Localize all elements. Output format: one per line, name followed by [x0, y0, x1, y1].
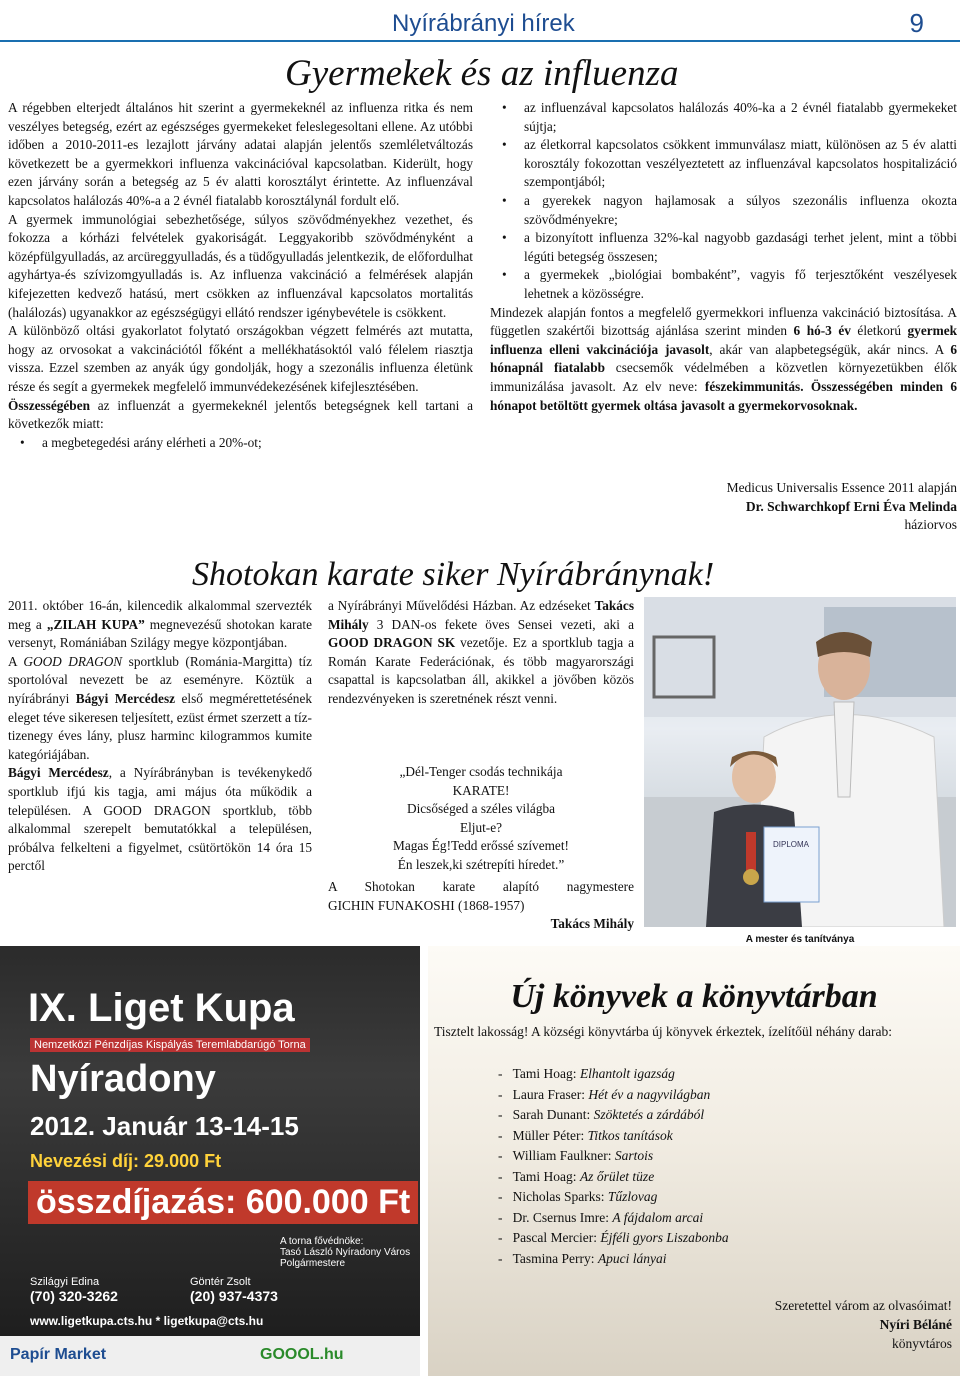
library-signature: [775, 1296, 952, 1353]
list-item: • a bizonyított influenza 32%-kal nagyobb gazdasági terhet jelent, mint a többi légúti betegség összesen;: [490, 229, 957, 266]
bold-text: Takács Mihály: [328, 598, 634, 632]
list-item: - William Faulkner: Sartois: [498, 1148, 654, 1163]
poem-line: „Dél-Tenger csodás technikája: [399, 764, 563, 779]
list-item: - Tasmina Perry: Apuci lányai: [498, 1250, 667, 1266]
poem-line: KARATE!: [452, 782, 510, 798]
book-author: Tami Hoag: [512, 1066, 573, 1081]
paragraph: A régebben elterjedt általános hit szerint a gyermekeknél az influenza ritka és nem veszélyes betegség, ezért az egészséges gyermekeket feleslegesoltani ellene. Az utóbbi időben a 2010-2011-es lezajlott járvány adatai alapján jelentős szemléletváltozás következett be a gyermekkori influenza vakcinációval kapcsolatban. Kiderült, hogy ezen járvány során a betegség az 5 év alatti korosztályt érintette. Az influenzával kapcsolatos halálozás 40%-a a 2 évnél fiatalabb korosztálynál fordult elő.: [8, 100, 473, 208]
poster-web: www.ligetkupa.cts.hu * ligetkupa@cts.hu: [30, 1314, 264, 1328]
text: életkorú: [850, 323, 908, 339]
list-item: - Laura Fraser: Hét év a nagyvilágban: [498, 1086, 711, 1102]
book-author: Tasmina Perry: [512, 1250, 591, 1266]
bold-text: 6 hó-3 év: [793, 323, 851, 339]
sponsor-logo: Papír Market: [10, 1346, 107, 1363]
list-item: • az influenzával kapcsolatos halálozás 40%-ka a 2 évnél fiatalabb gyermekeket sújtja;: [490, 99, 957, 136]
attribution-line: GICHIN FUNAKOSHI (1868-1957): [328, 897, 525, 913]
list-item: • a gyerekek nagyon hajlamosak a súlyos szezonális influenza okozta szövődményekre;: [490, 192, 957, 229]
book-title: Éjféli gyors Liszabonba: [600, 1230, 729, 1245]
bold-text: Összességében minden 6 hónapot betöltött gyermek oltása javasolt a gyermekorvosoknak.: [490, 378, 957, 413]
contact-name: Göntér Zsolt: [190, 1276, 251, 1288]
text: 2011. október 16-án, kilencedik alkalommal szervezték meg a: [8, 598, 312, 632]
article-karate-column-2: [328, 597, 634, 709]
poem-line: Én leszek,ki szétrepíti híredet.”: [397, 856, 565, 872]
list-item: - Sarah Dunant: Szöktetés a zárdából: [498, 1107, 705, 1122]
book-author: Nicholas Sparks: [512, 1189, 601, 1204]
list-item: • a megbetegedési arány elérheti a 20%-ot;: [8, 434, 473, 453]
signer-role: könyvtáros: [892, 1336, 952, 1351]
text: első megmérettetésének eleget téve sikeresen teljesített, ezüst érmet szerzett a tíz-tizenegy éves lány, plusz harminc kilogrammos kumite kategóriájában.: [8, 690, 313, 762]
summary-bold: Összességében: [8, 397, 90, 413]
text: , akár van alapbetegségük, akár nincs. A: [709, 341, 951, 357]
list-item: - Pascal Mercier: Éjféli gyors Liszabonba: [498, 1230, 729, 1245]
poster-date: 2012. Január 13-14-15: [30, 1111, 299, 1141]
book-author: Müller Péter: [512, 1127, 581, 1143]
article-influenza-right-column: [490, 99, 957, 415]
attribution-line: A Shotokan karate alapító nagymestere: [328, 879, 634, 894]
book-title: Sartois: [614, 1148, 654, 1163]
article-karate-column-1: [8, 597, 312, 876]
book-title: Szöktetés a zárdából: [593, 1107, 705, 1122]
italic-text: GOOD DRAGON: [23, 653, 123, 669]
text: A: [8, 653, 24, 669]
page-header: [0, 0, 960, 42]
paragraph: A gyermek immunológiai sebezhetősége, súlyos szövődményekhez vezethet, és fokozza a kórházi felvételek gyakoriságát. Leggyakoribb szövődményként a középfülgyulladás, az arcüreggyulladás, és a tüdőgyulladás jelentkezik, de előfordulhat agyhártya-és szívizomgyulladás is. Az influenza vakcináció a felmérések alapján kifejezetten kedvező hatású, mert csökken az influenzával kapcsolatos mortalitás (halálozás) ugyanakkor az egészségügyi ellátó rendszer igénybevétele is csökkent.: [8, 211, 473, 320]
library-intro: Tisztelt lakosság! A községi könyvtárba új könyvek érkeztek, ízelítőül néhány darab:: [434, 1024, 893, 1039]
bold-text: Bágyi Mercédesz: [75, 690, 176, 706]
poster-subtitle: Nemzetközi Pénzdíjas Kispályás Teremlabdarúgó Torna: [30, 1038, 310, 1052]
text: csecsemők védelmében a közvetlen környezetükben élők immunizálása javasolt. Az elv neve:: [490, 360, 957, 394]
article-influenza-left-column: [8, 99, 473, 452]
author-role: háziorvos: [904, 517, 957, 533]
contact-phone: (20) 937-4373: [190, 1288, 278, 1304]
list-item: - Dr. Csernus Imre: A fájdalom arcai: [498, 1209, 704, 1225]
paragraph: [8, 653, 312, 765]
list-item: • a gyermekek „biológiai bombaként”, vagyis fő terjesztőként veszélyesek lehetnek a közösségre.: [490, 266, 957, 303]
book-author: Laura Fraser: [512, 1086, 582, 1102]
article-influenza-signature: [600, 479, 957, 535]
photo-illustration: [644, 597, 956, 927]
bullet-list: [8, 434, 473, 453]
list-item: - Nicholas Sparks: Tűzlovag: [498, 1189, 658, 1204]
book-author: Sarah Dunant: [512, 1107, 587, 1122]
poster-patron: [280, 1236, 420, 1269]
paragraph: [8, 764, 312, 876]
closing-line: Szeretettel várom az olvasóimat!: [774, 1298, 952, 1313]
text: megnevezésű shotokan karate versenyt, Romániában Szilágy megye központjában.: [8, 616, 312, 651]
book-title: Tűzlovag: [607, 1189, 658, 1204]
book-title: Titkos tanítások: [587, 1127, 673, 1143]
book-list: [498, 1064, 729, 1269]
book-author: Tami Hoag: [512, 1168, 573, 1184]
contact-phone: (70) 320-3262: [30, 1288, 118, 1304]
sponsor-logo: GOOOL.hu: [260, 1346, 344, 1363]
poem-line: Eljut-e?: [459, 819, 503, 835]
article-title-library: Új könyvek a könyvtárban: [510, 978, 878, 1015]
poem-line: Magas Ég!Tedd erőssé szívemet!: [393, 838, 569, 854]
list-item: • az életkorral kapcsolatos csökkent immunválasz miatt, különösen az 5 év alatti korosztály fokozottan veszélyeztetett az influenzával kapcsolatos hospitalizáció szempontjából;: [490, 136, 957, 192]
bold-text: 6 hónapnál fiatalabb: [490, 341, 957, 376]
karate-photo: [644, 597, 956, 927]
author-name: Dr. Schwarchkopf Erni Éva Melinda: [745, 498, 957, 514]
text: a Nyírábrányi Művelődési Házban. Az edzéseket: [328, 598, 595, 613]
paragraph: A különböző oltási gyakorlatot folytató országokban végzett felmérés azt mutatta, hogy az orvosokat a vakcinációtól főként a mellékhatásoktól való félelem riasztja vissza. Ezzel szemben az anyák úgy gondolják, hogy a szezonális influenza életünk része és segít a gyermekek megfelelő immunvédekezésének kifejlesztésében.: [8, 323, 473, 394]
text: Mindezek alapján fontos a megfelelő gyermekkori influenza vakcináció biztosítása. A független szakértői bizottság ajánlása szerint minden: [490, 304, 957, 339]
poster-city: Nyíradony: [30, 1058, 216, 1100]
poem-line: Dicsőséged a széles világba: [406, 801, 556, 817]
patron-name: Tasó László Nyíradony Város Polgármestere: [280, 1247, 411, 1269]
book-author: William Faulkner: [512, 1148, 608, 1163]
page-number: 9: [909, 8, 924, 38]
diploma-label: DIPLOMA: [772, 840, 810, 849]
poster-title: IX. Liget Kupa: [28, 986, 295, 1030]
list-item: - Tami Hoag: Elhantolt igazság: [498, 1066, 675, 1081]
book-title: Hét év a nagyvilágban: [588, 1086, 711, 1102]
contact-2: [190, 1276, 278, 1304]
book-title: Apuci lányai: [597, 1250, 667, 1266]
source-line: Medicus Universalis Essence 2011 alapján: [726, 480, 957, 495]
summary-paragraph: [8, 397, 473, 434]
contact-name: Szilágyi Edina: [30, 1276, 100, 1288]
text: sportklub (Románia-Margitta) tíz sportolóval nevezett be az eseményre. Köztük a nyírábrányi: [8, 653, 312, 706]
text: , a Nyírábrányban is tevékenykedő sportklub ifjú kis tagja, ami május óta működik a településen. A GOOD DRAGON sportklub, több alkalommal szerepelt bemutatókkal a településen, próbálva felkelteni a figyelmet, csütörtökön 14 óra 15 perctől: [8, 765, 312, 874]
book-author: Dr. Csernus Imre: [512, 1209, 606, 1225]
paragraph: [8, 597, 312, 653]
poster-prize: összdíjazás: 600.000 Ft: [28, 1181, 418, 1224]
photo-caption: A mester és tanítványa: [745, 934, 855, 945]
book-title: Elhantolt igazság: [579, 1066, 675, 1081]
article-title-influenza: Gyermekek és az influenza: [285, 53, 679, 94]
sponsor-bar: [0, 1336, 420, 1376]
patron-label: A torna fővédnöke:: [280, 1236, 364, 1247]
text: vezetője. Ez a sportklub tagja a Román Karate Federációnak, és több magyarországi csapattal is kapcsolatban áll, akikkel a jövőben közös rendezvényeken is szeretnének részt venni.: [328, 635, 634, 706]
poem-attribution: [328, 878, 634, 934]
author-name: Takács Mihály: [550, 916, 634, 932]
liget-kupa-poster: [0, 946, 420, 1376]
closing-paragraph: [490, 304, 957, 416]
bold-text: Bágyi Mercédesz: [8, 765, 109, 781]
bullet-list: [490, 99, 957, 304]
list-item: - Müller Péter: Titkos tanítások: [498, 1127, 673, 1143]
article-title-karate: Shotokan karate siker Nyírábránynak!: [192, 556, 715, 593]
contact-1: [30, 1276, 118, 1304]
poster-fee: Nevezési díj: 29.000 Ft: [30, 1151, 222, 1171]
book-author: Pascal Mercier: [512, 1230, 594, 1245]
poem: [328, 763, 634, 875]
newspaper-title: Nyírábrányi hírek: [392, 10, 575, 37]
book-title: A fájdalom arcai: [612, 1209, 704, 1225]
summary-text: az influenzát a gyermekeknél jelentős betegségnek kell tartani a következők miatt:: [8, 397, 473, 432]
library-article: [428, 946, 960, 1376]
bold-text: GOOD DRAGON SK: [328, 635, 456, 651]
paragraph: [328, 597, 634, 709]
bold-text: „ZILAH KUPA”: [46, 616, 145, 632]
signer-name: Nyíri Béláné: [879, 1317, 952, 1332]
book-title: Az őrület tüze: [579, 1168, 655, 1184]
list-item: - Tami Hoag: Az őrület tüze: [498, 1168, 655, 1184]
text: 3 DAN-os fekete öves Sensei vezeti, aki a: [368, 616, 634, 632]
bold-text: fészekimmunitás.: [704, 378, 804, 394]
bold-text: gyermek influenza elleni vakcinációja javasolt: [490, 323, 957, 357]
